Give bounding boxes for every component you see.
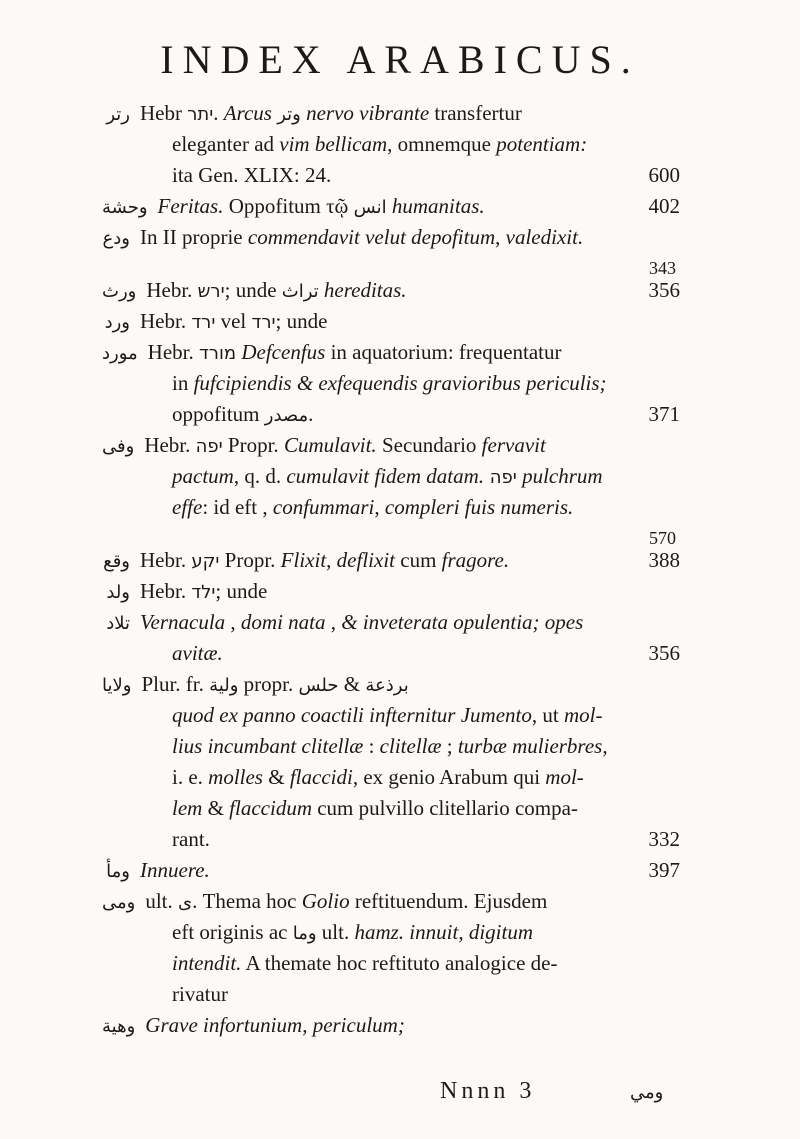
entry-line: وهية Grave infortunium, periculum; xyxy=(120,1010,680,1041)
entry-line: وفى Hebr. יפה Propr. Cumulavit. Secundario fervavit xyxy=(120,430,680,461)
entry-line: intendit. A themate hoc reftituto analogice de- xyxy=(172,951,558,975)
page-reference: 356 xyxy=(648,278,680,302)
entry-line: ومأ Innuere. 397 xyxy=(120,855,680,886)
page-reference: 332 xyxy=(648,827,680,851)
entry-line xyxy=(120,253,680,278)
entry-line: quod ex panno coactili infternitur Jumento, ut mol- xyxy=(172,703,603,727)
arabic-headword: وحشة xyxy=(102,197,148,218)
arabic-headword: وهية xyxy=(102,1016,136,1037)
arabic-headword: ولايا xyxy=(102,675,132,696)
arabic-headword: مورد xyxy=(102,343,138,364)
entry-line: in fufcipiendis & exfequendis gravioribus periculis; xyxy=(172,371,607,395)
entry-line: oppofitum مصدر. 371 xyxy=(120,399,680,430)
page-reference: 600 xyxy=(648,163,680,187)
page-reference: 356 xyxy=(648,641,680,665)
signature-mark: Nnnn 3 xyxy=(440,1078,536,1104)
page-reference: 371 xyxy=(648,402,680,426)
arabic-headword: ودع xyxy=(102,228,130,249)
entry-line: ولايا Plur. fr. ولية propr. برذعة & حلس xyxy=(120,669,680,700)
arabic-headword: ولد xyxy=(106,582,130,603)
arabic-headword: ورد xyxy=(104,312,130,333)
entry-line: تلاد Vernacula , domi nata , & inveterata opulentia; opes xyxy=(120,607,680,638)
entry-line: وقع Hebr. יקע Propr. Flixit, deflixit cum fragore. 388 xyxy=(120,545,680,576)
page-reference: 402 xyxy=(648,194,680,218)
entry-line: rant. 332 xyxy=(120,824,680,855)
entry-line: ومى ult. ى. Thema hoc Golio reftituendum. Ejusdem xyxy=(120,886,680,917)
arabic-headword: رتر xyxy=(106,104,130,125)
entry-line xyxy=(120,523,680,548)
entry-line: رتر Hebr יתר. Arcus وتر nervo vibrante transfertur xyxy=(120,98,680,129)
arabic-headword: وفى xyxy=(102,436,135,457)
page-reference: 388 xyxy=(648,548,680,572)
entry-line: مورد Hebr. מורד Defcenfus in aquatorium: frequentatur xyxy=(120,337,680,368)
arabic-headword: تلاد xyxy=(106,613,130,634)
entry-line: avitæ. 356 xyxy=(120,638,680,669)
entry-line: ita Gen. XLIX: 24. 600 xyxy=(120,160,680,191)
entry-line: ودع In II proprie commendavit velut depofitum, valedixit. xyxy=(120,222,680,253)
arabic-headword: ومى xyxy=(102,892,136,913)
entry-line: ورث Hebr. ירש; unde تراث hereditas. 356 xyxy=(120,275,680,306)
page-reference: 570 xyxy=(649,528,676,548)
entry-line: eleganter ad vim bellicam, omnemque potentiam: xyxy=(172,132,588,156)
arabic-headword: ومأ xyxy=(106,861,130,882)
page-reference: 343 xyxy=(649,258,676,278)
entry-line: effe: id eft , confummari, compleri fuis numeris. xyxy=(172,495,574,519)
entry-line: lem & flaccidum cum pulvillo clitellario compa- xyxy=(172,796,578,820)
page-reference: 397 xyxy=(648,858,680,882)
catchword: ومي xyxy=(630,1082,664,1103)
entry-line: pactum, q. d. cumulavit fidem datam. יפה pulchrum xyxy=(172,464,603,488)
entry-line: i. e. molles & flaccidi, ex genio Arabum qui mol- xyxy=(172,765,584,789)
entry-line: وحشة Feritas. Oppofitum τῷ انس humanitas. 402 xyxy=(120,191,680,222)
entry-line: lius incumbant clitellæ : clitellæ ; turbæ mulierbres, xyxy=(172,734,608,758)
arabic-headword: ورث xyxy=(102,281,137,302)
entry-line: ولد Hebr. ילד; unde xyxy=(120,576,680,607)
index-entries xyxy=(102,98,680,1041)
entry-line: eft originis ac وما ult. hamz. innuit, digitum xyxy=(172,920,533,944)
entry-line: ورد Hebr. ירד vel ירד; unde xyxy=(120,306,680,337)
entry-line: rivatur xyxy=(172,982,228,1006)
arabic-headword: وقع xyxy=(103,551,130,572)
page-title: INDEX ARABICUS. xyxy=(160,37,640,82)
